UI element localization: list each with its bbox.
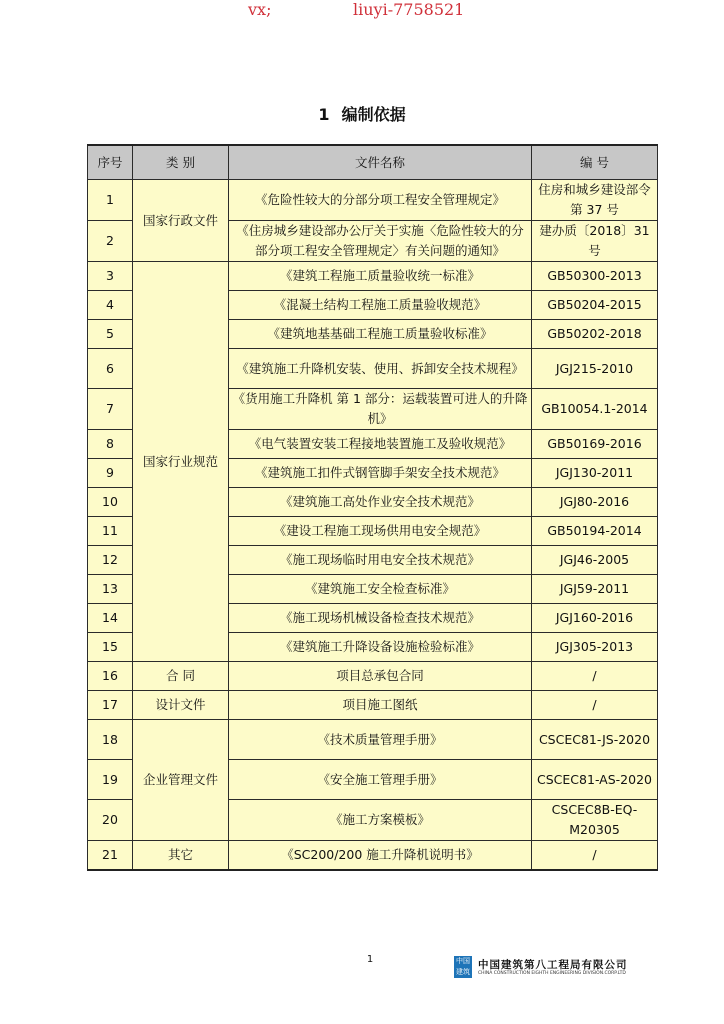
row-code: GB50169-2016 [532,430,658,459]
row-file-name: 《货用施工升降机 第 1 部分：运载装置可进人的升降机》 [229,389,532,430]
row-no: 15 [88,633,133,662]
row-category: 企业管理文件 [133,720,229,841]
row-code: GB50300-2013 [532,262,658,291]
row-no: 5 [88,320,133,349]
row-no: 3 [88,262,133,291]
row-code: JGJ130-2011 [532,459,658,488]
row-file-name: 《施工现场临时用电安全技术规范》 [229,546,532,575]
row-no: 8 [88,430,133,459]
watermark-left: vx; [248,0,272,19]
row-no: 11 [88,517,133,546]
page-number: 1 [366,954,374,965]
row-code: JGJ160-2016 [532,604,658,633]
row-file-name: 《建设工程施工现场供用电安全规范》 [229,517,532,546]
header-file-name: 文件名称 [229,145,532,180]
row-no: 7 [88,389,133,430]
row-code: JGJ80-2016 [532,488,658,517]
row-code: 建办质〔2018〕31 号 [532,221,658,262]
row-code: GB10054.1-2014 [532,389,658,430]
row-code: / [532,841,658,871]
row-code: CSCEC8B-EQ-M20305 [532,800,658,841]
table-row [88,262,658,291]
row-no: 18 [88,720,133,760]
basis-table [87,144,658,871]
row-file-name: 《施工现场机械设备检查技术规范》 [229,604,532,633]
table-header-row [88,145,658,180]
row-file-name: 《混凝土结构工程施工质量验收规范》 [229,291,532,320]
row-file-name: 《建筑施工扣件式钢管脚手架安全技术规范》 [229,459,532,488]
row-code: GB50204-2015 [532,291,658,320]
row-no: 1 [88,180,133,221]
row-code: / [532,691,658,720]
row-no: 4 [88,291,133,320]
row-file-name: 《危险性较大的分部分项工程安全管理规定》 [229,180,532,221]
row-file-name: 《安全施工管理手册》 [229,760,532,800]
row-file-name: 《建筑施工升降机安装、使用、拆卸安全技术规程》 [229,349,532,389]
row-code: GB50194-2014 [532,517,658,546]
row-no: 12 [88,546,133,575]
table-row [88,180,658,221]
row-no: 6 [88,349,133,389]
section-title [0,102,724,125]
logo-cn-name: 中国建筑第八工程局有限公司 [478,959,628,971]
row-no: 14 [88,604,133,633]
row-code: CSCEC81-JS-2020 [532,720,658,760]
row-file-name: 项目施工图纸 [229,691,532,720]
row-category: 国家行政文件 [133,180,229,262]
row-code: CSCEC81-AS-2020 [532,760,658,800]
row-no: 20 [88,800,133,841]
table-row [88,841,658,871]
section-number: 1 [318,105,330,124]
table-row [88,720,658,760]
row-category: 其它 [133,841,229,871]
logo-en-name: CHINA CONSTRUCTION EIGHTH ENGINEERING DIVISION.CORP.LTD [478,971,626,976]
row-file-name: 《建筑地基基础工程施工质量验收标准》 [229,320,532,349]
row-file-name: 《建筑施工升降设备设施检验标准》 [229,633,532,662]
row-no: 16 [88,662,133,691]
row-file-name: 《住房城乡建设部办公厅关于实施〈危险性较大的分部分项工程安全管理规定〉有关问题的通知》 [229,221,532,262]
header-category: 类 别 [133,145,229,180]
row-category: 国家行业规范 [133,262,229,662]
row-code: / [532,662,658,691]
company-logo [454,956,654,980]
watermark-right: liuyi-7758521 [353,0,465,19]
table-row [88,662,658,691]
row-no: 13 [88,575,133,604]
row-file-name: 《SC200/200 施工升降机说明书》 [229,841,532,871]
row-code: GB50202-2018 [532,320,658,349]
row-no: 19 [88,760,133,800]
cscec-logo-icon: 中国建筑 [456,957,470,976]
row-file-name: 《技术质量管理手册》 [229,720,532,760]
row-file-name: 《建筑工程施工质量验收统一标准》 [229,262,532,291]
row-no: 21 [88,841,133,871]
row-file-name: 项目总承包合同 [229,662,532,691]
row-code: JGJ59-2011 [532,575,658,604]
row-code: JGJ215-2010 [532,349,658,389]
table-row [88,691,658,720]
row-category: 合 同 [133,662,229,691]
row-file-name: 《建筑施工安全检查标准》 [229,575,532,604]
watermark [0,0,724,22]
row-file-name: 《电气装置安装工程接地装置施工及验收规范》 [229,430,532,459]
row-code: JGJ305-2013 [532,633,658,662]
row-code: JGJ46-2005 [532,546,658,575]
row-no: 17 [88,691,133,720]
row-file-name: 《建筑施工高处作业安全技术规范》 [229,488,532,517]
row-no: 2 [88,221,133,262]
header-code: 编 号 [532,145,658,180]
row-no: 9 [88,459,133,488]
row-code: 住房和城乡建设部令第 37 号 [532,180,658,221]
header-no: 序号 [88,145,133,180]
row-category: 设计文件 [133,691,229,720]
row-no: 10 [88,488,133,517]
section-title-text: 编制依据 [341,105,406,124]
row-file-name: 《施工方案模板》 [229,800,532,841]
